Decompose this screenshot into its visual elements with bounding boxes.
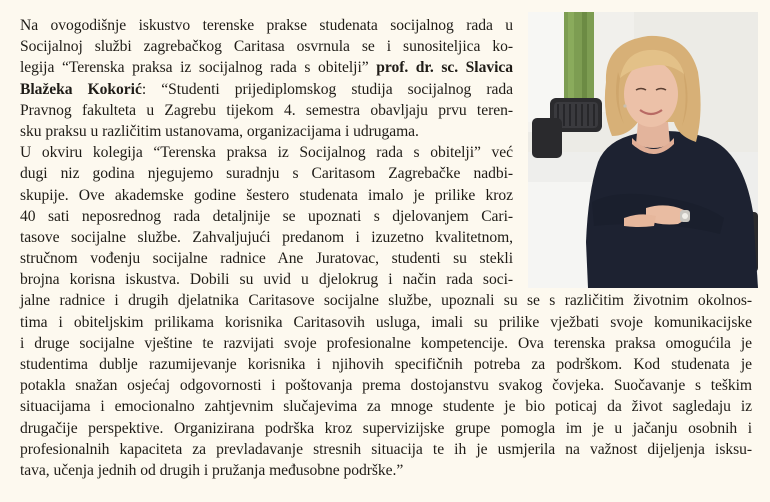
text-line: jalne radnice i drugih djelatnika Caritasove socijalne službe, upoznali su se s različitim životnim okolnos- — [20, 292, 752, 310]
text-segment: : “Studenti prijediplomskog studija socijalnog rada — [141, 80, 513, 98]
text-line — [20, 79, 513, 100]
text-line: Na ovogodišnje iskustvo terenske prakse studenata socijalnog rada u — [20, 17, 513, 34]
text-line: sku praksu u različitim ustanovama, organizacijama i udrugama. — [20, 122, 419, 140]
text-line: U okviru kolegija “Terenska praksa iz Socijalnog rada s obitelji” već — [20, 144, 513, 162]
text-line: dugi niz godina njegujemo suradnju s Caritasom Zagrebačke nadbi- — [20, 165, 513, 183]
text-line: i druge socijalne vještine te razvijati svoje profesionalne kompetencije. Ova terenska praksa omogućila je — [20, 334, 752, 352]
article-body — [20, 15, 752, 481]
text-line: brojna korisna iskustva. Dobili su uvid u djelokrug i način rada soci- — [20, 271, 513, 289]
text-line: skupije. Ove akademske godine šestero studenata imalo je prilike kroz — [20, 186, 513, 204]
text-line: tasove socijalne službe. Zahvaljujući predanom i izuzetno kvalitetnom, — [20, 228, 513, 246]
text-line: Socijalnoj službi zagrebačkog Caritasa osvrnula se i sunositeljica ko- — [20, 38, 513, 56]
text-line: situacijama i emocionalno zahtjevnim slučajevima za mnoge studente je bio poticaj da život sagledaju iz — [20, 398, 752, 416]
author-name: prof. dr. sc. Slavica — [376, 59, 513, 77]
author-name: Blažeka Kokorić — [20, 80, 142, 98]
text-line: potakla snažan osjećaj odgovornosti i poštovanja prema dostojanstvu svakog čovjeka. Suočavanje s teškim — [20, 377, 752, 395]
text-segment: legija “Terenska praksa iz socijalnog rada s obitelji” — [20, 59, 377, 77]
text-line: studentima dublje razumijevanje korisnika i njihovih specifičnih potreba za podrškom. Kod studenata je — [20, 356, 752, 373]
text-line: Pravnog fakulteta u Zagrebu tijekom 4. semestra obavljaju prvu teren- — [20, 101, 513, 119]
text-line: 40 sati neposrednog rada detaljnije se upoznati s djelovanjem Cari- — [20, 207, 513, 225]
text-line: stručnom vođenju socijalne radnice Ane Juratovac, studenti su stekli — [20, 250, 513, 268]
text-line — [20, 57, 513, 78]
text-line: tava, učenja jednih od drugih i pružanja međusobne podrške.” — [20, 461, 404, 479]
text-line: drugačije perspektive. Organizirana podrška kroz supervizijske grupe pomogla im je u jačanju osobnih i — [20, 419, 752, 437]
text-line: tima i obiteljskim prilikama korisnika Caritasovih usluga, imali su prilike vježbati svoje komunikacijske — [20, 313, 752, 331]
text-line: profesionalnih kapaciteta za prevladavanje stresnih situacija te ih je usmjerila na važnost dijeljenja isksu- — [20, 440, 752, 458]
